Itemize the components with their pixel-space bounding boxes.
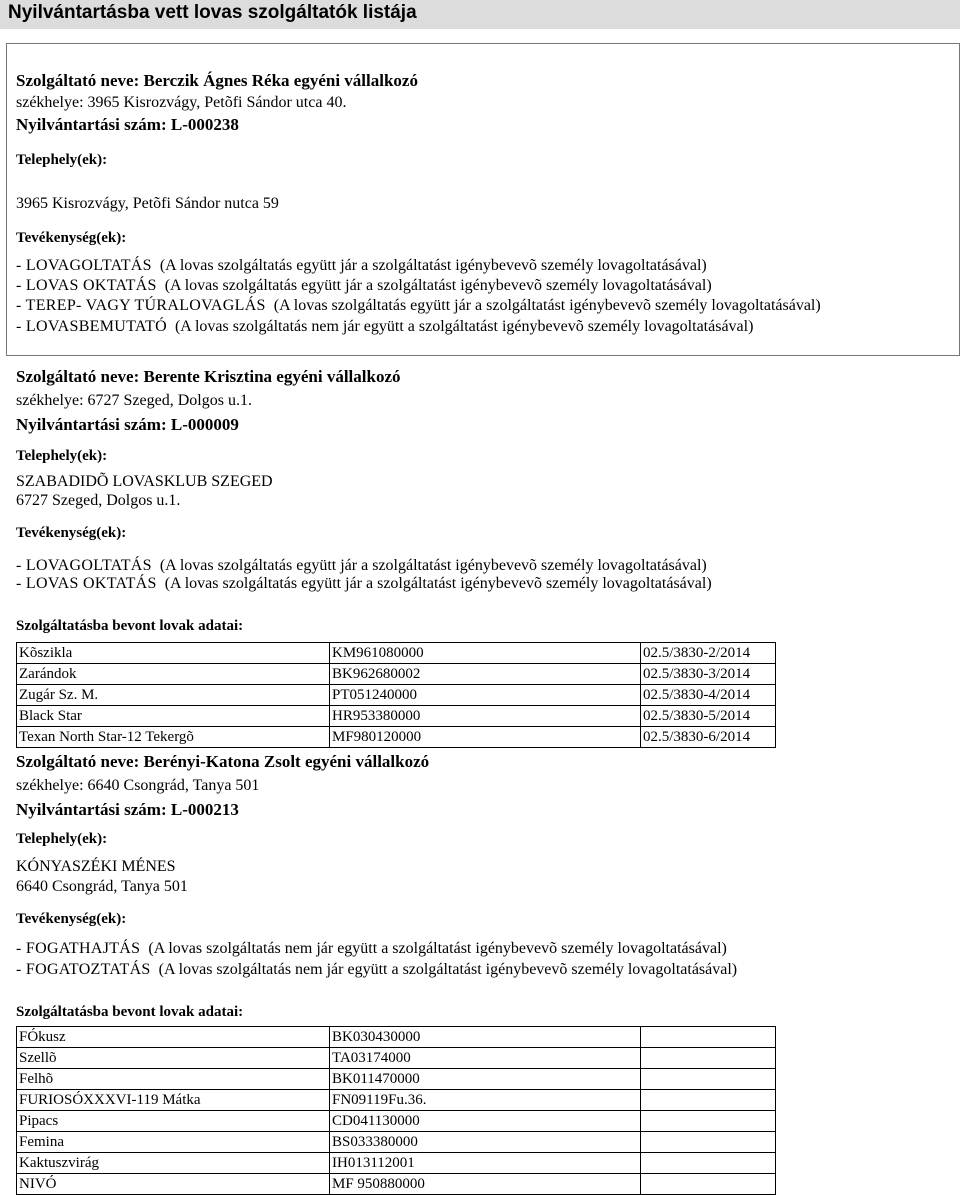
horse-doc: 02.5/3830-5/2014 — [641, 706, 776, 727]
horse-doc — [641, 1048, 776, 1069]
activities-label: Tevékenység(ek): — [16, 230, 127, 246]
activities-label: Tevékenység(ek): — [16, 911, 127, 927]
table-row — [17, 685, 776, 706]
horse-id: PT051240000 — [330, 685, 641, 706]
activity-name: - LOVAGOLTATÁS — [16, 257, 152, 274]
horse-id: FN09119Fu.36. — [330, 1090, 641, 1111]
horse-doc — [641, 1111, 776, 1132]
registration-number: Nyilvántartási szám: L-000009 — [16, 415, 239, 434]
activity-desc: (A lovas szolgáltatás nem jár együtt a szolgáltatást igénybevevõ személy lovagoltatásával) — [148, 940, 727, 957]
table-row — [17, 664, 776, 685]
horse-name: Felhõ — [17, 1069, 330, 1090]
page-title: Nyilvántartásba vett lovas szolgáltatók listája — [8, 2, 417, 23]
provider-name: Szolgáltató neve: Berényi-Katona Zsolt egyéni vállalkozó — [16, 752, 430, 771]
horse-id: KM961080000 — [330, 643, 641, 664]
horse-doc — [641, 1153, 776, 1174]
provider-seat: székhelye: 6640 Csongrád, Tanya 501 — [16, 777, 260, 794]
horse-name: Zugár Sz. M. — [17, 685, 330, 706]
table-row — [17, 1111, 776, 1132]
horse-name: Szellõ — [17, 1048, 330, 1069]
horse-doc — [641, 1027, 776, 1048]
activity-desc: (A lovas szolgáltatás együtt jár a szolgáltatást igénybevevõ személy lovagoltatásával) — [159, 557, 707, 574]
horse-doc: 02.5/3830-3/2014 — [641, 664, 776, 685]
horse-id: BS033380000 — [330, 1132, 641, 1153]
sites-label: Telephely(ek): — [16, 448, 108, 464]
activity-item — [16, 318, 753, 336]
horse-name: Femina — [17, 1132, 330, 1153]
horse-id: MF980120000 — [330, 727, 641, 748]
horse-name: FÓkusz — [17, 1027, 330, 1048]
horse-id: CD041130000 — [330, 1111, 641, 1132]
activity-desc: (A lovas szolgáltatás együtt jár a szolgáltatást igénybevevõ személy lovagoltatásával) — [159, 257, 707, 274]
sites-label: Telephely(ek): — [16, 152, 108, 168]
horse-doc — [641, 1069, 776, 1090]
horse-doc: 02.5/3830-4/2014 — [641, 685, 776, 706]
horse-id: TA03174000 — [330, 1048, 641, 1069]
horses-label: Szolgáltatásba bevont lovak adatai: — [16, 1004, 244, 1020]
site-address: 6727 Szeged, Dolgos u.1. — [16, 492, 181, 509]
horses-table — [16, 642, 776, 748]
site-address: 3965 Kisrozvágy, Petõfi Sándor nutca 59 — [16, 195, 279, 212]
activities-label: Tevékenység(ek): — [16, 525, 127, 541]
horse-doc — [641, 1174, 776, 1195]
sites-label: Telephely(ek): — [16, 831, 108, 847]
horse-id: BK011470000 — [330, 1069, 641, 1090]
horse-id: BK962680002 — [330, 664, 641, 685]
activity-item — [16, 297, 821, 315]
activity-desc: (A lovas szolgáltatás együtt jár a szolgáltatást igénybevevõ személy lovagoltatásával) — [273, 297, 821, 314]
activity-name: - FOGATHAJTÁS — [16, 940, 141, 957]
horse-id: IH013112001 — [330, 1153, 641, 1174]
table-row — [17, 1174, 776, 1195]
site-name: KÓNYASZÉKI MÉNES — [16, 858, 176, 875]
activity-name: - TEREP- VAGY TÚRALOVAGLÁS — [16, 297, 266, 314]
activity-item — [16, 277, 712, 295]
provider-name: Szolgáltató neve: Berente Krisztina egyéni vállalkozó — [16, 367, 401, 386]
activity-item — [16, 940, 727, 958]
table-row — [17, 727, 776, 748]
horse-name: NIVÓ — [17, 1174, 330, 1195]
activity-name: - LOVASBEMUTATÓ — [16, 318, 167, 335]
horse-doc — [641, 1090, 776, 1111]
horse-id: BK030430000 — [330, 1027, 641, 1048]
horse-name: Zarándok — [17, 664, 330, 685]
activity-item — [16, 961, 737, 979]
horse-id: MF 950880000 — [330, 1174, 641, 1195]
horse-name: Kõszikla — [17, 643, 330, 664]
horses-label: Szolgáltatásba bevont lovak adatai: — [16, 618, 244, 634]
table-row — [17, 1132, 776, 1153]
site-address: 6640 Csongrád, Tanya 501 — [16, 878, 188, 895]
horse-doc — [641, 1132, 776, 1153]
horse-name: Kaktuszvirág — [17, 1153, 330, 1174]
activity-name: - LOVAGOLTATÁS — [16, 557, 152, 574]
activity-item — [16, 575, 712, 593]
table-row — [17, 1153, 776, 1174]
table-row — [17, 1048, 776, 1069]
provider-name: Szolgáltató neve: Berczik Ágnes Réka egyéni vállalkozó — [16, 71, 418, 90]
table-row — [17, 643, 776, 664]
table-row — [17, 706, 776, 727]
activity-desc: (A lovas szolgáltatás együtt jár a szolgáltatást igénybevevõ személy lovagoltatásával) — [164, 575, 712, 592]
activity-name: - LOVAS OKTATÁS — [16, 277, 157, 294]
horse-id: HR953380000 — [330, 706, 641, 727]
horse-name: Texan North Star-12 Tekergõ — [17, 727, 330, 748]
provider-seat: székhelye: 3965 Kisrozvágy, Petõfi Sándor utca 40. — [16, 94, 347, 111]
activity-item — [16, 257, 707, 275]
activity-desc: (A lovas szolgáltatás együtt jár a szolgáltatást igénybevevõ személy lovagoltatásával) — [164, 277, 712, 294]
table-row — [17, 1069, 776, 1090]
registration-number: Nyilvántartási szám: L-000238 — [16, 115, 239, 134]
horse-name: Pipacs — [17, 1111, 330, 1132]
activity-item — [16, 557, 707, 575]
activity-desc: (A lovas szolgáltatás nem jár együtt a szolgáltatást igénybevevõ személy lovagoltatásával) — [158, 961, 738, 978]
table-row — [17, 1027, 776, 1048]
table-row — [17, 1090, 776, 1111]
site-name: SZABADIDÕ LOVASKLUB SZEGED — [16, 473, 273, 490]
horse-doc: 02.5/3830-6/2014 — [641, 727, 776, 748]
provider-seat: székhelye: 6727 Szeged, Dolgos u.1. — [16, 392, 252, 409]
activity-name: - FOGATOZTATÁS — [16, 961, 151, 978]
horse-name: Black Star — [17, 706, 330, 727]
registration-number: Nyilvántartási szám: L-000213 — [16, 800, 239, 819]
horse-doc: 02.5/3830-2/2014 — [641, 643, 776, 664]
page-header — [0, 0, 960, 29]
horses-table — [16, 1026, 776, 1195]
horse-name: FURIOSÓXXXVI-119 Mátka — [17, 1090, 330, 1111]
activity-desc: (A lovas szolgáltatás nem jár együtt a szolgáltatást igénybevevõ személy lovagoltatásával) — [174, 318, 754, 335]
activity-name: - LOVAS OKTATÁS — [16, 575, 157, 592]
